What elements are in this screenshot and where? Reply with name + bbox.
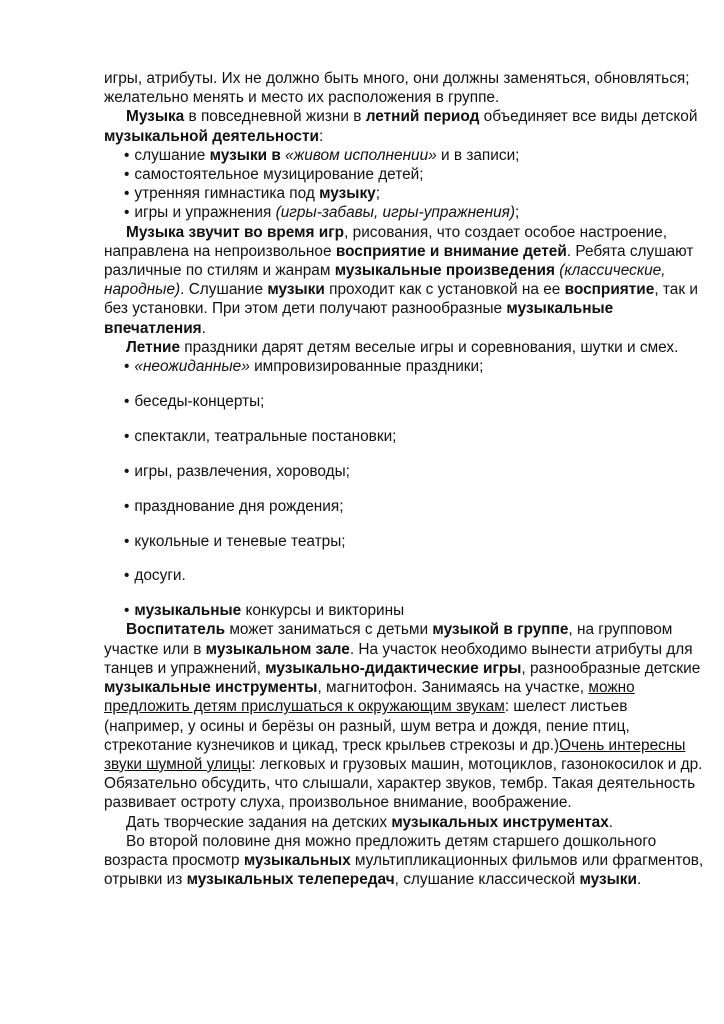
list-item: • спектакли, театральные постановки; bbox=[124, 427, 708, 446]
list-item: • утренняя гимнастика под музыку; bbox=[124, 184, 708, 203]
list-item: • празднование дня рождения; bbox=[124, 497, 708, 516]
list-item: • игры, развлечения, хороводы; bbox=[124, 462, 708, 481]
underlined-text: Очень интересны звуки шумной улицы bbox=[104, 736, 686, 773]
bold-text: Музыка bbox=[126, 108, 185, 126]
bold-text: летний период bbox=[365, 108, 480, 126]
document-page bbox=[104, 69, 708, 889]
underlined-text: можно предложить детям прислушаться к окружающим звукам bbox=[104, 679, 635, 716]
list-item: • беседы-концерты; bbox=[124, 392, 708, 411]
text: : bbox=[318, 127, 324, 145]
holiday-list bbox=[104, 357, 708, 620]
list-item: • досуги. bbox=[124, 566, 708, 585]
list-item: • кукольные и теневые театры; bbox=[124, 532, 708, 551]
paragraph-summer-holidays: Летние праздники дарят детям веселые игры и соревнования, шутки и смех. bbox=[126, 338, 679, 356]
list-item: • слушание музыки в «живом исполнении» и в записи; bbox=[124, 146, 708, 165]
text: в повседневной жизни в bbox=[184, 108, 366, 126]
text: объединяет все виды детской bbox=[479, 108, 698, 126]
bold-text: музыкальной деятельности bbox=[104, 127, 319, 145]
activity-list bbox=[104, 146, 708, 223]
paragraph-music-during-games: Музыка звучит во время игр, рисования, что создает особое настроение, направлена на непроизвольное восприятие и внимание детей. Ребята слушают различные по стилям и жанрам музыкальные произведения (классические, народные). Слушание музыки проходит как с установкой на ее восприятие, так и без установки. При этом дети получают разнообразные музыкальные впечатления. bbox=[104, 223, 698, 337]
paragraph-creative-tasks: Дать творческие задания на детских музыкальных инструментах. bbox=[126, 813, 614, 831]
paragraph-afternoon: Во второй половине дня можно предложить детям старшего дошкольного возраста просмотр музыкальных мультипликационных фильмов или фрагментов, отрывки из музыкальных телепередач, слушание классической музыки. bbox=[104, 832, 704, 889]
text: игры, атрибуты. Их не должно быть много, они должны заменяться, обновляться; желательно менять и место их расположения в группе. bbox=[104, 70, 690, 107]
list-item: • самостоятельное музицирование детей; bbox=[124, 165, 708, 184]
list-item: • игры и упражнения (игры-забавы, игры-упражнения); bbox=[124, 203, 708, 222]
list-item: • музыкальные конкурсы и викторины bbox=[124, 601, 708, 620]
paragraph-summer-music bbox=[104, 107, 708, 145]
list-item: • «неожиданные» импровизированные праздники; bbox=[124, 357, 708, 376]
paragraph-educator: Воспитатель может заниматься с детьми музыкой в группе, на групповом участке или в музыкальном зале. На участок необходимо вынести атрибуты для танцев и упражнений, музыкально-дидактические игры, разнообразные детские музыкальные инструменты, магнитофон. Занимаясь на участке, можно предложить детям прислушаться к окружающим звукам: шелест листьев (например, у осины и берёзы он разный, шум ветра и дождя, пение птиц, стрекотание кузнечиков и цикад, треск крыльев стрекозы и др.)Очень интересны звуки шумной улицы: легковых и грузовых машин, мотоциклов, газонокосилок и др. Обязательно обсудить, что слышали, характер звуков, тембр. Такая деятельность развивает остроту слуха, произвольное внимание, воображение. bbox=[104, 621, 703, 812]
paragraph-attributes bbox=[104, 69, 708, 107]
